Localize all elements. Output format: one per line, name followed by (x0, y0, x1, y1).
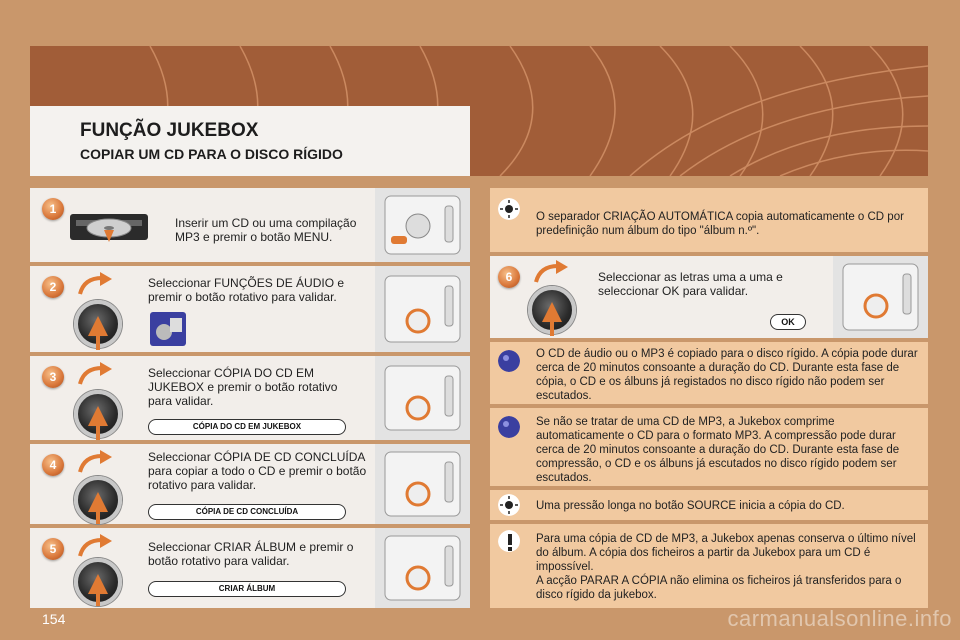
warning-text-1: Para uma cópia de CD de MP3, a Jukebox apenas conserva o último nível do álbum. A cópia dos ficheiros a partir da Jukebox para um CD é impossível. (536, 533, 916, 573)
control-panel-icon (375, 188, 470, 262)
step-1-text: Inserir um CD ou uma compilação MP3 e premir o botão MENU. (175, 216, 357, 244)
turn-arrow-icon (78, 534, 114, 558)
step-4-panel (30, 444, 470, 524)
watermark: carmanualsonline.info (727, 606, 952, 631)
press-arrow-icon (540, 302, 564, 336)
copy-time-note (490, 342, 928, 404)
sun-tip-icon (498, 198, 520, 220)
page-title: FUNÇÃO JUKEBOX (80, 120, 259, 141)
press-arrow-icon (86, 316, 110, 350)
step-number: 6 (498, 266, 520, 288)
audio-settings-icon (150, 312, 186, 346)
page-subtitle: COPIAR UM CD PARA O DISCO RÍGIDO (80, 146, 343, 162)
control-panel-icon (375, 528, 470, 608)
control-panel-icon (375, 266, 470, 352)
step-5-text: Seleccionar CRIAR ÁLBUM e premir o botão rotativo para validar. (148, 540, 354, 568)
press-arrow-icon (86, 406, 110, 440)
step-number: 4 (42, 454, 64, 476)
exclamation-icon (498, 530, 520, 552)
step-1-panel (30, 188, 470, 262)
compress-note (490, 408, 928, 486)
step-number: 2 (42, 276, 64, 298)
step-6-panel (490, 256, 928, 338)
step-5-panel (30, 528, 470, 608)
menu-option-label: CÓPIA DE CD CONCLUÍDA (148, 504, 346, 520)
compress-text: Se não se tratar de uma CD de MP3, a Jukebox comprime automaticamente o CD para o formato MP3. A compressão pode durar cerca de 20 minutos consoante a duração do CD. Durante esta fase de compressão, o CD e os álbuns já escutados no disco rígido podem ser escutados. (536, 416, 900, 484)
source-text: Uma pressão longa no botão SOURCE inicia a cópia do CD. (536, 500, 845, 512)
ok-label: OK (770, 314, 806, 330)
step-number: 5 (42, 538, 64, 560)
control-panel-icon (375, 444, 470, 524)
step-2-panel (30, 266, 470, 352)
sun-tip-icon (498, 494, 520, 516)
warning-text-2: A acção PARAR A CÓPIA não elimina os ficheiros já transferidos para o disco rígido da jukebox. (536, 575, 902, 601)
turn-arrow-icon (78, 272, 114, 296)
turn-arrow-icon (534, 260, 570, 284)
separator-text: O separador CRIAÇÃO AUTOMÁTICA copia automaticamente o CD por predefinição num álbum do tipo "álbum n.º". (536, 211, 904, 237)
step-2-text: Seleccionar FUNÇÕES DE ÁUDIO e premir o botão rotativo para validar. (148, 276, 345, 304)
warning-note (490, 524, 928, 608)
step-4-text: Seleccionar CÓPIA DE CD CONCLUÍDA para copiar a todo o CD e premir o botão rotativo para validar. (148, 450, 367, 492)
turn-arrow-icon (78, 362, 114, 386)
copy-time-text: O CD de áudio ou o MP3 é copiado para o disco rígido. A cópia pode durar cerca de 20 minutos consoante a duração do CD. Durante esta fase de cópia, o CD e os álbuns já registados no disco rígido não podem ser escutados. (536, 348, 918, 402)
disc-slot-icon (70, 208, 150, 246)
press-arrow-icon (86, 492, 110, 524)
menu-option-label: CRIAR ÁLBUM (148, 581, 346, 597)
step-3-text: Seleccionar CÓPIA DO CD EM JUKEBOX e premir o botão rotativo para validar. (148, 366, 338, 408)
press-arrow-icon (86, 574, 110, 606)
menu-option-label: CÓPIA DO CD EM JUKEBOX (148, 419, 346, 435)
step-number: 3 (42, 366, 64, 388)
source-note (490, 490, 928, 520)
step-6-text: Seleccionar as letras uma a uma e seleccionar OK para validar. (598, 270, 783, 298)
step-number: 1 (42, 198, 64, 220)
control-panel-icon (375, 356, 470, 440)
page-number: 154 (42, 611, 66, 627)
step-3-panel (30, 356, 470, 440)
title-box (30, 106, 470, 176)
info-dot-icon (498, 350, 520, 372)
control-panel-icon (833, 256, 928, 338)
info-dot-icon (498, 416, 520, 438)
turn-arrow-icon (78, 450, 114, 474)
separator-note (490, 188, 928, 252)
